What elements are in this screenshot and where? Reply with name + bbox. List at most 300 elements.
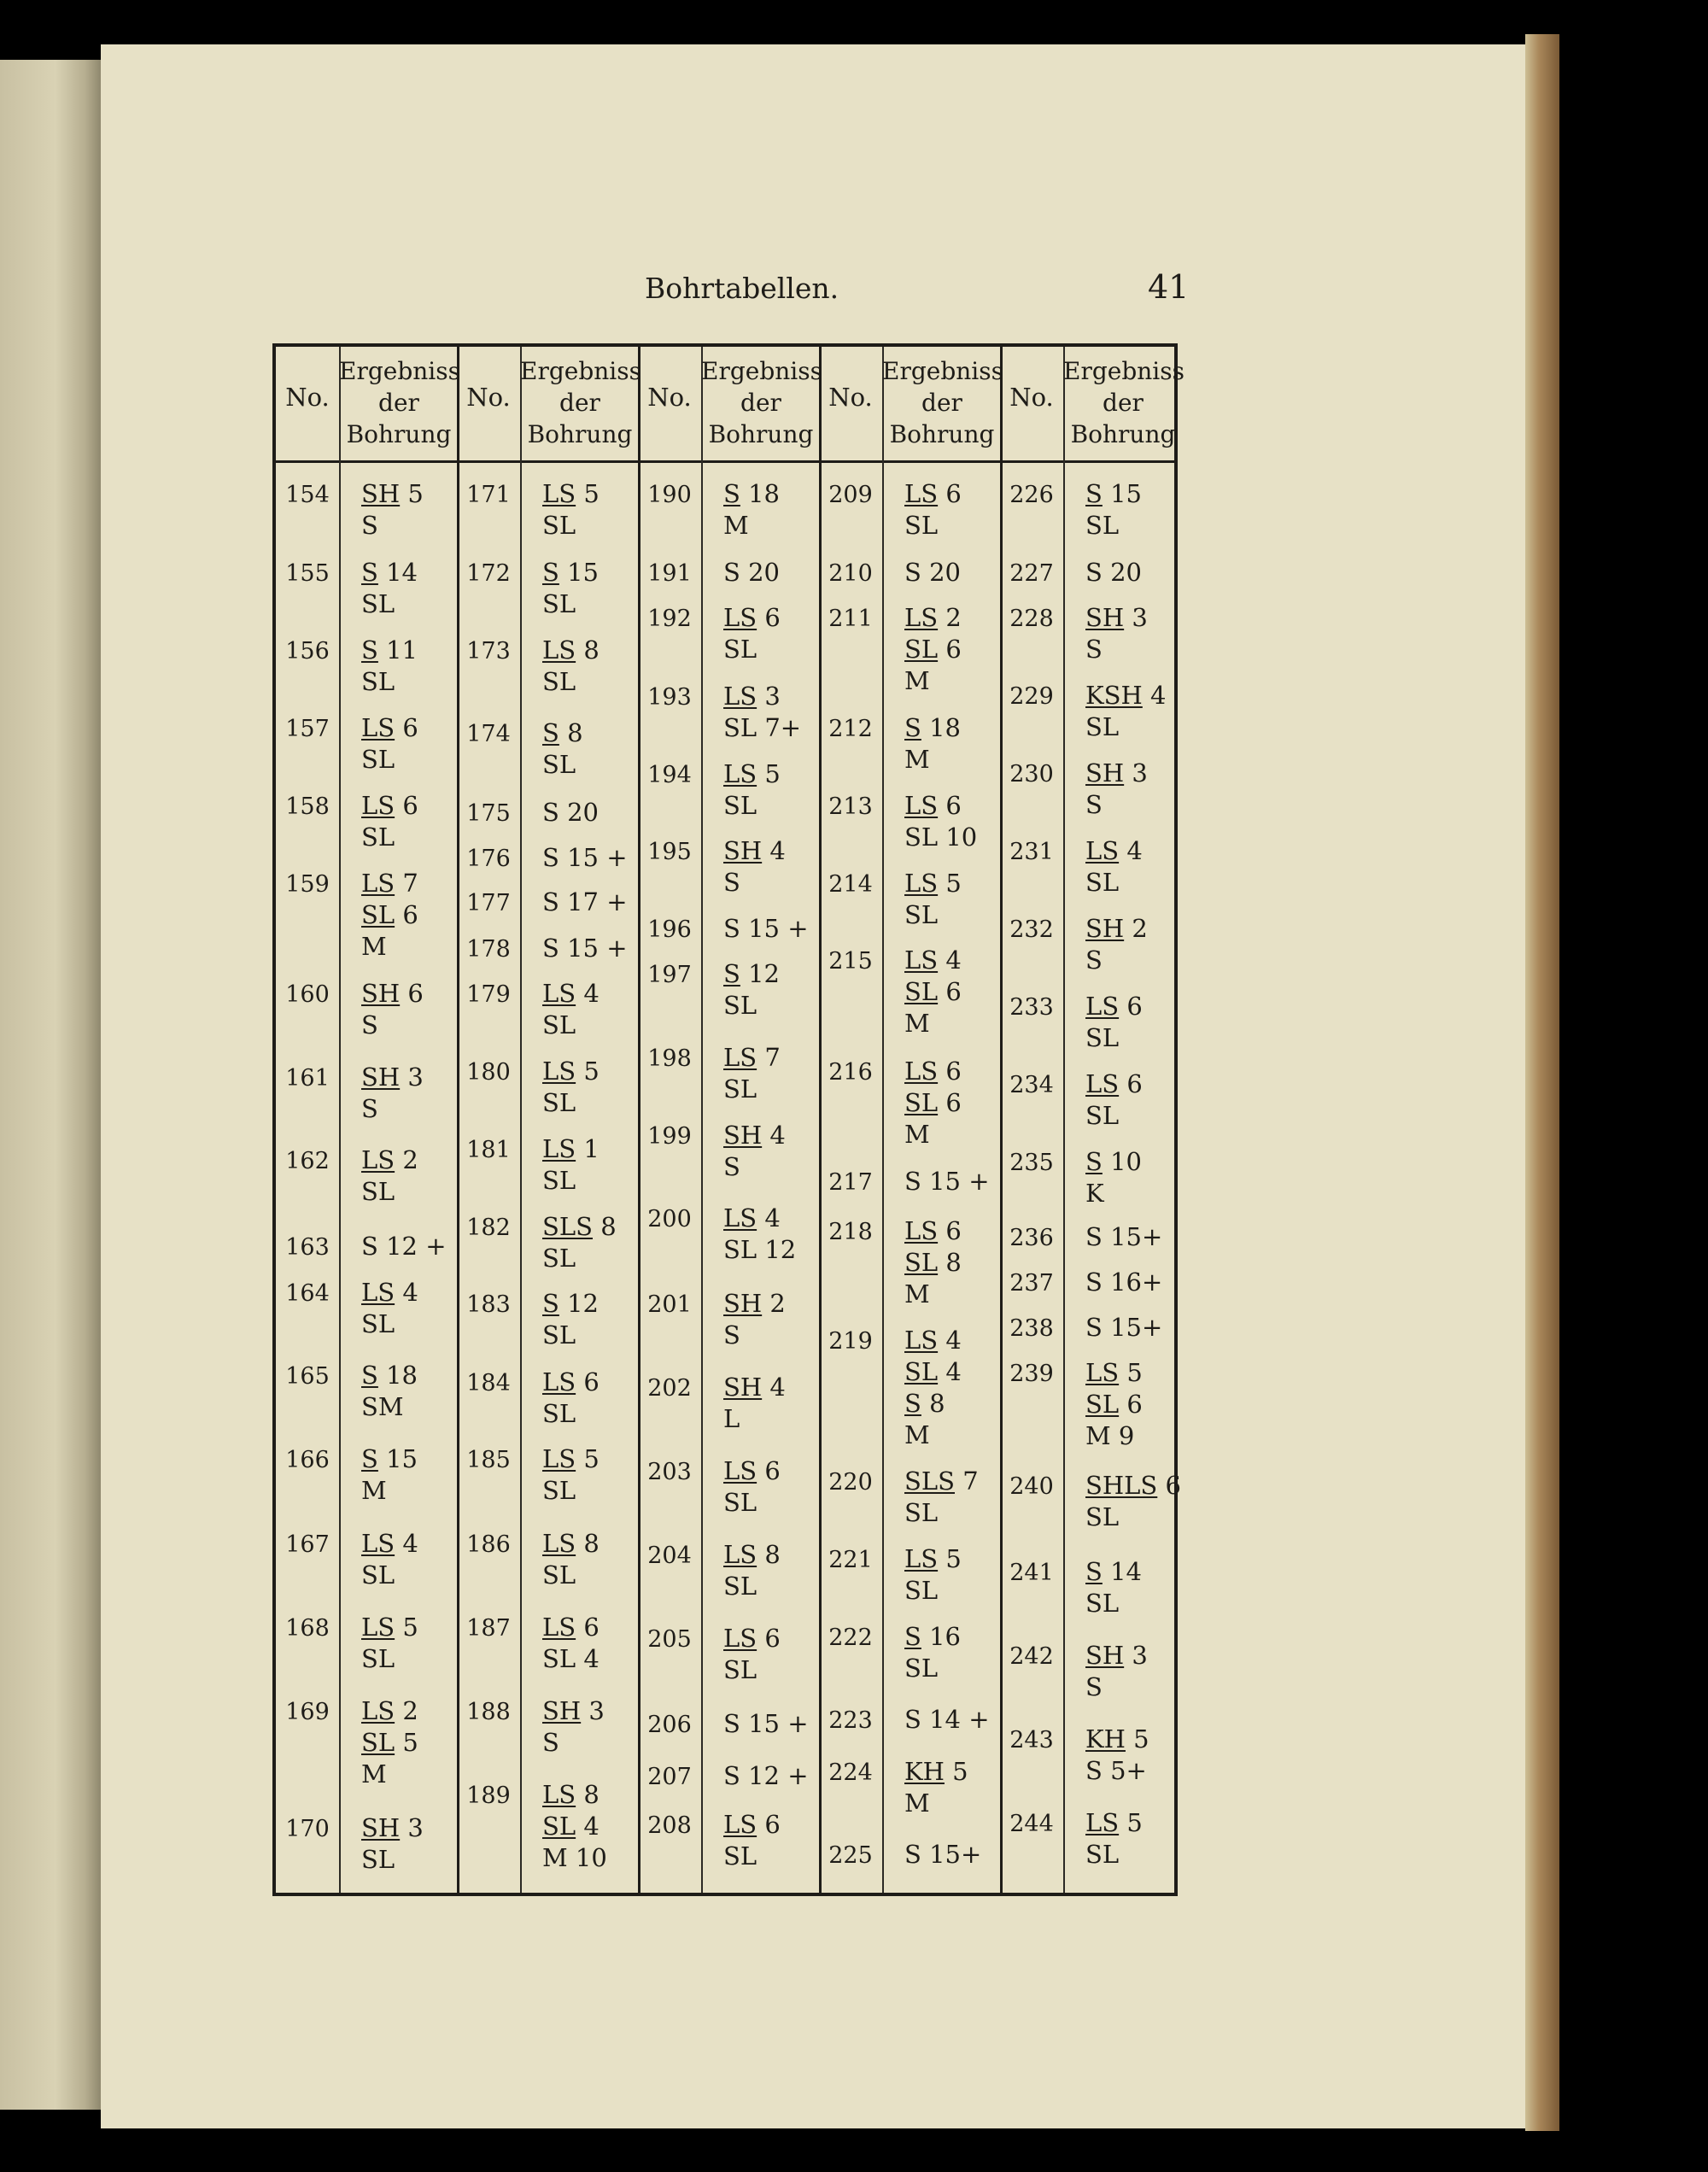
bore-number: 159	[285, 871, 330, 898]
bore-result-line: M	[723, 511, 749, 540]
bore-result	[1085, 1357, 1205, 1452]
bore-result-line: SL 4	[542, 1644, 600, 1673]
bore-result-line: LS 5	[361, 1613, 418, 1642]
bore-number: 154	[285, 482, 330, 508]
bore-result	[904, 1325, 1024, 1451]
bore-result-line: SL	[361, 589, 395, 618]
bore-result-line: SL	[361, 1177, 395, 1206]
bore-result-line: S	[542, 1728, 559, 1757]
bore-number: 177	[466, 890, 511, 916]
bore-number: 172	[466, 560, 511, 587]
bore-result-line: S 20	[904, 558, 961, 587]
bore-result-line: SH 3	[1085, 603, 1148, 632]
bore-result-line: M	[904, 1120, 930, 1149]
bore-result-line: S 15+	[1085, 1313, 1163, 1342]
bore-result	[1085, 602, 1205, 665]
bore-result	[1085, 1146, 1205, 1209]
bore-number: 206	[647, 1712, 692, 1738]
bore-result-line: LS 6	[904, 1216, 962, 1245]
bore-result	[1085, 478, 1205, 542]
bore-result	[1085, 1640, 1205, 1703]
bore-result-line: SL 12	[723, 1235, 797, 1264]
bore-result	[904, 945, 1024, 1039]
bore-result-line: SL	[1085, 511, 1120, 540]
bore-result-line: SL 6	[904, 977, 962, 1006]
bore-number: 168	[285, 1615, 330, 1642]
header-result	[882, 355, 1002, 450]
bore-number: 227	[1009, 560, 1054, 587]
bore-result	[904, 1056, 1024, 1150]
bore-result-line: SL 4	[904, 1357, 962, 1386]
header-no: No.	[647, 383, 692, 412]
bore-result	[904, 1756, 1024, 1819]
bore-number: 208	[647, 1812, 692, 1839]
bore-number: 202	[647, 1375, 692, 1402]
bore-result-line: M	[361, 932, 387, 961]
bore-number: 158	[285, 793, 330, 820]
bore-result-line: SL	[361, 745, 395, 774]
bore-result-line: S 15 +	[542, 934, 628, 963]
header-result-line: der	[378, 389, 419, 417]
column-rule	[882, 347, 884, 1893]
bore-result-line: LS 2	[361, 1145, 418, 1174]
bore-result-line: M	[904, 666, 930, 695]
bore-number: 163	[285, 1234, 330, 1261]
bore-result-line: S 15	[361, 1444, 418, 1473]
bore-result-line: S 14	[361, 558, 418, 587]
bore-result-line: LS 4	[904, 945, 962, 975]
bore-result-line: SH 4	[723, 836, 786, 865]
bore-result-line: LS 6	[723, 1624, 781, 1653]
bore-result-line: LS 6	[723, 1810, 781, 1839]
bore-number: 211	[828, 606, 873, 632]
bore-number: 238	[1009, 1315, 1054, 1342]
bore-number: 161	[285, 1065, 330, 1092]
bore-number: 171	[466, 482, 511, 508]
bore-result-line: SLS 7	[904, 1467, 979, 1496]
bore-result-line: LS 1	[542, 1134, 600, 1163]
bore-result-line: SH 2	[1085, 914, 1148, 943]
bore-number: 157	[285, 716, 330, 742]
bore-result-line: SL	[1085, 1589, 1120, 1618]
bore-result-line: SL 8	[904, 1248, 962, 1277]
bore-result-line: SL	[542, 589, 576, 618]
header-result-line: Ergebniss	[339, 357, 460, 385]
bore-result-line: LS 8	[542, 1780, 600, 1809]
bore-result	[1085, 680, 1205, 743]
bore-number: 242	[1009, 1643, 1054, 1670]
bore-result-line: LS 5	[904, 1544, 962, 1573]
bore-number: 232	[1009, 916, 1054, 943]
bore-result-line: SL	[1085, 712, 1120, 741]
header-result-line: Ergebniss	[1063, 357, 1184, 385]
bore-result-line: LS 5	[1085, 1808, 1143, 1837]
page-number: 41	[1148, 268, 1190, 306]
bore-result-line: SL 4	[542, 1812, 600, 1841]
bore-result-line: SL	[1085, 1101, 1120, 1130]
bore-number: 219	[828, 1328, 873, 1355]
bore-result-line: LS 7	[361, 869, 418, 898]
bore-result	[361, 1812, 481, 1876]
bore-result-line: LS 4	[723, 1203, 781, 1232]
bore-number: 213	[828, 793, 873, 820]
bore-result-line: M	[361, 1759, 387, 1789]
bore-result-line: LS 4	[361, 1529, 418, 1558]
running-head: Bohrtabellen.	[645, 272, 839, 305]
bore-result	[1085, 1068, 1205, 1132]
bore-result-line: S 20	[542, 798, 599, 827]
bore-result-line: S 18	[723, 479, 780, 508]
bore-number: 197	[647, 962, 692, 988]
bore-result-line: LS 6	[904, 1057, 962, 1086]
bore-result-line: SL 10	[904, 823, 978, 852]
bore-result	[1085, 1724, 1205, 1787]
bore-result-line: S	[723, 1320, 740, 1349]
bore-result-line: SL	[542, 1399, 576, 1428]
bore-result-line: LS 6	[1085, 1069, 1143, 1098]
bore-number: 155	[285, 560, 330, 587]
bore-result-line: SH 6	[361, 979, 424, 1008]
bore-number: 226	[1009, 482, 1054, 508]
bore-result-line: S	[361, 1010, 378, 1039]
bore-result	[1085, 1556, 1205, 1619]
bore-number: 188	[466, 1699, 511, 1725]
bore-result-line: SL	[361, 1644, 395, 1673]
bore-result-line: LS 8	[542, 1529, 600, 1558]
bore-number: 225	[828, 1842, 873, 1869]
bore-number: 220	[828, 1469, 873, 1496]
column-rule	[520, 347, 522, 1893]
bore-number: 222	[828, 1625, 873, 1651]
bore-number: 169	[285, 1699, 330, 1725]
bore-result-line: SL	[361, 1845, 395, 1874]
bore-result	[1085, 835, 1205, 899]
bore-number: 229	[1009, 683, 1054, 710]
bore-result-line: S	[723, 868, 740, 897]
header-result-line: der	[1103, 389, 1144, 417]
bore-number: 221	[828, 1547, 873, 1573]
bore-number: 233	[1009, 994, 1054, 1021]
bore-result-line: SH 5	[361, 479, 424, 508]
bore-result	[542, 797, 662, 828]
header-no: No.	[1009, 383, 1054, 412]
bore-result	[1085, 1267, 1205, 1298]
header-result	[339, 355, 459, 450]
header-result-line: Bohrung	[708, 420, 814, 448]
bore-number: 228	[1009, 606, 1054, 632]
bore-result-line: LS 6	[1085, 992, 1143, 1021]
bore-number: 205	[647, 1626, 692, 1653]
bore-result-line: LS 2	[904, 603, 962, 632]
bore-result-line: S 12	[542, 1289, 599, 1318]
bore-number: 189	[466, 1783, 511, 1809]
header-rule	[276, 460, 1174, 463]
bore-result-line: SL	[723, 1655, 757, 1684]
bore-number: 200	[647, 1206, 692, 1232]
bore-number: 224	[828, 1759, 873, 1786]
bore-number: 231	[1009, 839, 1054, 865]
bore-result-line: SL	[542, 1244, 576, 1273]
bore-result	[723, 913, 843, 945]
bore-result-line: S 12 +	[723, 1761, 809, 1790]
bore-result-line: S 14 +	[904, 1705, 990, 1734]
bore-number: 234	[1009, 1072, 1054, 1098]
bore-result-line: LS 6	[361, 713, 418, 742]
bore-result-line: LS 6	[723, 603, 781, 632]
bore-result-line: SL	[904, 1654, 939, 1683]
bore-result-line: M	[904, 1009, 930, 1038]
bore-result-line: SL	[542, 1560, 576, 1589]
bore-result-line: S 5+	[1085, 1756, 1147, 1785]
bore-number: 240	[1009, 1473, 1054, 1500]
bore-result-line: S	[361, 1094, 378, 1123]
header-result-line: Bohrung	[527, 420, 633, 448]
bore-number: 160	[285, 981, 330, 1008]
bore-result-line: LS 4	[904, 1326, 962, 1355]
bore-number: 170	[285, 1816, 330, 1842]
bore-number: 184	[466, 1370, 511, 1396]
bore-result	[723, 1372, 843, 1435]
bore-result-line: S 15+	[1085, 1222, 1163, 1251]
bore-result-line: SL	[542, 750, 576, 779]
header-result	[1063, 355, 1183, 450]
bore-result	[1085, 1312, 1205, 1344]
bore-number: 203	[647, 1459, 692, 1485]
bore-result-line: SL	[723, 635, 757, 664]
bore-result-line: S 15	[1085, 479, 1142, 508]
header-no: No.	[466, 383, 511, 412]
bore-number: 217	[828, 1169, 873, 1196]
bore-result-line: SL	[1085, 1023, 1120, 1052]
bore-result-line: SL	[904, 511, 939, 540]
bore-result-line: SL	[361, 823, 395, 852]
bore-result-line: SL	[904, 900, 939, 929]
bore-result-line: S 15+	[904, 1840, 982, 1869]
bore-number: 186	[466, 1531, 511, 1558]
bore-result-line: SM	[361, 1392, 404, 1421]
header-result-line: Ergebniss	[520, 357, 641, 385]
bore-number: 167	[285, 1531, 330, 1558]
bore-result	[1085, 1807, 1205, 1870]
bore-result-line: S	[1085, 790, 1103, 819]
bore-result-line: SL	[1085, 1840, 1120, 1869]
bore-number: 187	[466, 1615, 511, 1642]
bore-number: 195	[647, 839, 692, 865]
bore-result	[1085, 991, 1205, 1054]
bore-result-line: S 18	[904, 713, 961, 742]
bore-result-line: LS 5	[542, 1444, 600, 1473]
bore-result-line: KH 5	[904, 1757, 968, 1786]
bore-result-line: M 10	[542, 1843, 607, 1872]
bore-result	[904, 1839, 1024, 1870]
bore-result-line: SL	[542, 511, 576, 540]
bore-result-line: SL	[904, 1576, 939, 1605]
bore-number: 235	[1009, 1150, 1054, 1176]
header-result-line: Bohrung	[346, 420, 452, 448]
page-stack-edge	[1525, 34, 1559, 2131]
bore-result-line: SH 3	[542, 1696, 605, 1725]
bore-result-line: S 20	[723, 558, 780, 587]
bore-number: 210	[828, 560, 873, 587]
bore-number: 204	[647, 1543, 692, 1569]
bore-number: 201	[647, 1291, 692, 1318]
bore-number: 191	[647, 560, 692, 587]
bore-number: 239	[1009, 1361, 1054, 1387]
bore-result-line: SL	[542, 1010, 576, 1039]
bore-result-line: M	[904, 745, 930, 774]
bore-number: 244	[1009, 1811, 1054, 1837]
bore-result-line: SL	[542, 1320, 576, 1349]
bore-result-line: S 17 +	[542, 887, 628, 916]
facing-page-edge	[0, 60, 101, 2110]
bore-number: 175	[466, 800, 511, 827]
bore-result-line: SLS 8	[542, 1212, 617, 1241]
header-result-line: der	[740, 389, 781, 417]
bore-result-line: SHLS 6	[1085, 1471, 1181, 1500]
bore-number: 156	[285, 638, 330, 664]
bore-result-line: S 12 +	[361, 1232, 447, 1261]
bore-result-line: M 9	[1085, 1421, 1135, 1450]
bore-result-line: LS 6	[542, 1367, 600, 1396]
bore-result-line: S	[1085, 635, 1103, 664]
bore-result-line: S 15 +	[904, 1167, 990, 1196]
bore-number: 209	[828, 482, 873, 508]
bore-number: 166	[285, 1447, 330, 1473]
bore-number: 236	[1009, 1225, 1054, 1251]
bore-result-line: LS 7	[723, 1043, 781, 1072]
bore-result-line: SL	[361, 1560, 395, 1589]
bore-result-line: M	[904, 1789, 930, 1818]
bore-result-line: LS 8	[542, 635, 600, 664]
bore-result-line: SL	[1085, 868, 1120, 897]
bore-number: 164	[285, 1280, 330, 1307]
bore-number: 179	[466, 981, 511, 1008]
bore-number: 223	[828, 1707, 873, 1734]
bore-result-line: S 12	[723, 959, 780, 988]
bore-result-line: S 15 +	[723, 914, 809, 943]
bore-result-line: L	[723, 1404, 740, 1433]
bore-result-line: SL	[361, 1309, 395, 1338]
bore-result-line: S 15 +	[723, 1709, 809, 1738]
bore-number: 215	[828, 948, 873, 975]
bore-result-line: M	[904, 1420, 930, 1449]
bore-number: 198	[647, 1045, 692, 1072]
bore-result-line: SH 2	[723, 1289, 786, 1318]
bore-result-line: SL	[723, 991, 757, 1020]
bore-number: 183	[466, 1291, 511, 1318]
bore-result-line: S 8	[542, 718, 583, 747]
header-result-line: Ergebniss	[701, 357, 822, 385]
bore-result	[1085, 1470, 1205, 1533]
bore-number: 218	[828, 1219, 873, 1245]
bore-result-line: SL	[1085, 1502, 1120, 1531]
bore-result-line: LS 6	[723, 1456, 781, 1485]
bore-number: 196	[647, 916, 692, 943]
bore-result-line: SL 6	[1085, 1390, 1143, 1419]
bore-result	[1085, 1221, 1205, 1253]
bore-result-line: LS 6	[904, 479, 962, 508]
bore-number: 182	[466, 1215, 511, 1241]
bore-result-line: LS 5	[904, 869, 962, 898]
bore-result-line: S 14	[1085, 1557, 1142, 1586]
column-rule	[339, 347, 341, 1893]
bore-number: 243	[1009, 1727, 1054, 1753]
bore-result-line: LS 6	[542, 1613, 600, 1642]
bore-result-line: SL	[723, 1488, 757, 1517]
boring-results-table	[272, 343, 1184, 1896]
bore-number: 193	[647, 684, 692, 711]
bore-result-line: LS 5	[542, 1057, 600, 1086]
bore-number: 185	[466, 1447, 511, 1473]
bore-result-line: KSH 4	[1085, 681, 1167, 710]
bore-result-line: S 16+	[1085, 1267, 1163, 1297]
bore-result-line: SL	[542, 1166, 576, 1195]
bore-result-line: S	[361, 511, 378, 540]
bore-result-line: SH 4	[723, 1373, 786, 1402]
bore-result	[542, 887, 662, 918]
bore-number: 173	[466, 638, 511, 664]
header-no: No.	[285, 383, 330, 412]
column-rule	[701, 347, 703, 1893]
bore-number: 212	[828, 716, 873, 742]
bore-number: 165	[285, 1363, 330, 1390]
header-result-line: der	[559, 389, 600, 417]
bore-result-line: SH 3	[1085, 1641, 1148, 1670]
bore-result-line: S 10	[1085, 1147, 1142, 1176]
bore-result-line: K	[1085, 1179, 1104, 1208]
bore-result-line: SL	[723, 1572, 757, 1601]
bore-number: 178	[466, 936, 511, 963]
bore-result-line: S	[1085, 945, 1103, 975]
bore-result-line: SL	[542, 1088, 576, 1117]
bore-result-line: SL	[904, 1498, 939, 1527]
bore-result-line: S 16	[904, 1622, 961, 1651]
bore-result-line: SL	[542, 667, 576, 696]
bore-number: 207	[647, 1764, 692, 1790]
bore-result-line: SH 3	[361, 1063, 424, 1092]
bore-result-line: SH 4	[723, 1121, 786, 1150]
bore-result-line: SL	[723, 791, 757, 820]
bore-result-line: SL	[542, 1476, 576, 1505]
bore-result-line: LS 4	[1085, 836, 1143, 865]
bore-number: 241	[1009, 1560, 1054, 1586]
bore-number: 214	[828, 871, 873, 898]
bore-number: 190	[647, 482, 692, 508]
bore-result-line: SH 3	[1085, 758, 1148, 787]
bore-result-line: KH 5	[1085, 1724, 1149, 1753]
bore-result-line: LS 6	[361, 791, 418, 820]
header-result-line: Bohrung	[1070, 420, 1176, 448]
bore-result-line: SL	[723, 1074, 757, 1104]
header-result-line: Ergebniss	[882, 357, 1003, 385]
header-result	[520, 355, 640, 450]
bore-result-line: LS 4	[542, 979, 600, 1008]
bore-result-line: SL 6	[361, 900, 418, 929]
bore-result-line: LS 3	[723, 682, 781, 711]
bore-result-line: SL 6	[904, 1088, 962, 1117]
bore-result-line: S 15 +	[542, 843, 628, 872]
bore-number: 181	[466, 1137, 511, 1163]
bore-result-line: S	[723, 1152, 740, 1181]
bore-result-line: SL 6	[904, 635, 962, 664]
bore-number: 237	[1009, 1270, 1054, 1297]
bore-number: 194	[647, 762, 692, 788]
bore-number: 180	[466, 1059, 511, 1086]
bore-number: 162	[285, 1148, 330, 1174]
bore-result-line: S 20	[1085, 558, 1142, 587]
column-rule	[1063, 347, 1065, 1893]
bore-result-line: S 11	[361, 635, 418, 664]
